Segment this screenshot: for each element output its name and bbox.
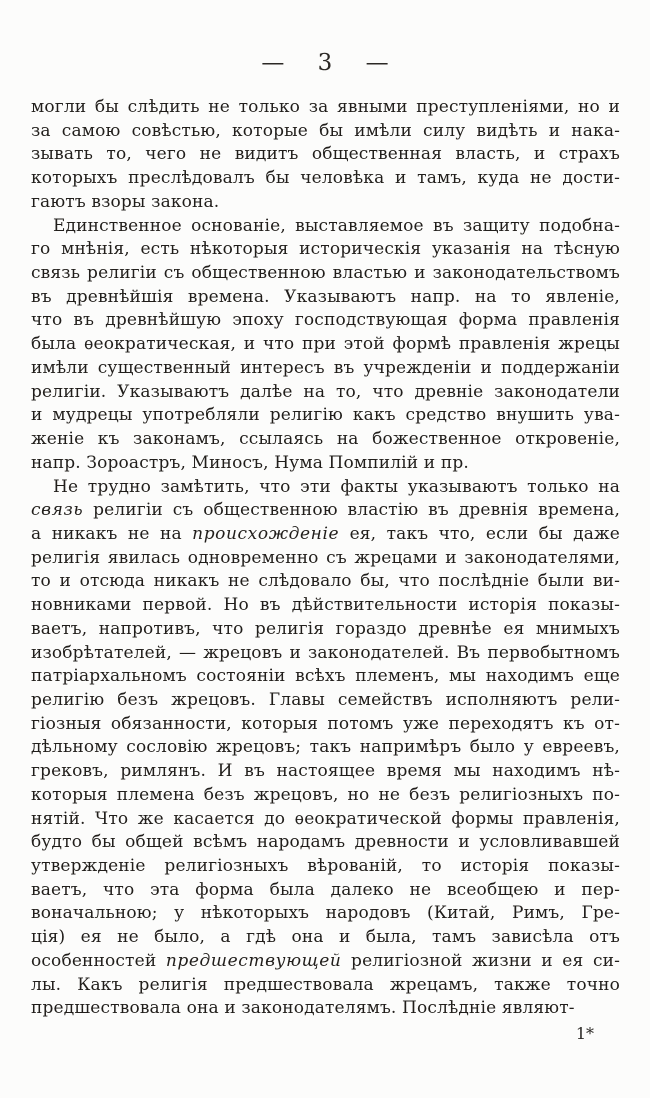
page-number-header: — 3 — bbox=[261, 50, 389, 76]
text-line: ваетъ, что эта форма была далеко не всеобщею и пер- bbox=[31, 879, 620, 900]
text-line: религію безъ жрецовъ. Главы семействъ исполняютъ рели- bbox=[31, 689, 620, 710]
text-line: особенностей предшествующей религіозной жизни и ея си- bbox=[31, 950, 620, 971]
text-line: грековъ, римлянъ. И въ настоящее время мы находимъ нѣ- bbox=[31, 761, 620, 782]
text-line: утвержденіе религіозныхъ вѣрованій, то исторія показы- bbox=[31, 856, 620, 876]
text-line: была ѳеократическая, и что при этой формѣ правленія жрецы bbox=[31, 334, 620, 355]
text-line: зывать то, чего не видитъ общественная власть, и страхъ bbox=[31, 144, 620, 165]
text-line: лы. Какъ религія предшествовала жрецамъ, также точно bbox=[31, 974, 620, 995]
text-line: имѣли существенный интересъ въ учрежденіи и поддержаніи bbox=[31, 357, 620, 378]
text-line: предшествовала она и законодателямъ. Послѣдніе являют- bbox=[31, 998, 575, 1019]
text-line: гіозныя обязанности, которыя потомъ уже переходятъ къ от- bbox=[31, 713, 620, 734]
text-line: что въ древнѣйшую эпоху господствующая форма правленія bbox=[31, 310, 620, 331]
text-line: гаютъ взоры закона. bbox=[31, 191, 220, 212]
text-line: связь религіи съ общественною властію въ древнія времена, bbox=[31, 500, 620, 521]
italic-term: предшествующей bbox=[165, 950, 342, 971]
text-line: дѣльному сословію жрецовъ; такъ напримѣръ было у евреевъ, bbox=[31, 737, 620, 758]
text-line: которыя племена безъ жрецовъ, но не безъ религіозныхъ по- bbox=[31, 784, 620, 805]
italic-term: связь bbox=[31, 500, 84, 521]
paragraph bbox=[31, 215, 620, 476]
text-line: а никакъ не на происхожденіе ея, такъ что, если бы даже bbox=[31, 523, 620, 544]
text-line: Единственное основаніе, выставляемое въ защиту подобна- bbox=[53, 215, 620, 236]
text-line: нятій. Что же касается до ѳеократической формы правленія, bbox=[31, 808, 620, 829]
signature-mark: 1* bbox=[575, 1024, 594, 1043]
text-line: то и отсюда никакъ не слѣдовало бы, что послѣдніе были ви- bbox=[31, 571, 620, 592]
text-line: ція) ея не было, а гдѣ она и была, тамъ зависѣла отъ bbox=[31, 927, 620, 948]
text-line: воначальною; у нѣкоторыхъ народовъ (Китай, Римъ, Гре- bbox=[31, 903, 620, 924]
text-line: за самою совѣстью, которые бы имѣли силу видѣть и нака- bbox=[31, 120, 620, 141]
text-line: женіе къ законамъ, ссылаясь на божественное откровеніе, bbox=[31, 429, 620, 450]
paragraph bbox=[31, 96, 620, 215]
text-line: религіи. Указываютъ далѣе на то, что древніе законодатели bbox=[31, 381, 620, 402]
text-line: Не трудно замѣтить, что эти факты указываютъ только на bbox=[53, 476, 620, 497]
text-line: и мудрецы употребляли религію какъ средство внушить ува- bbox=[31, 405, 620, 426]
text-line: могли бы слѣдить не только за явными преступленіями, но и bbox=[31, 97, 620, 117]
text-line: религія явилась одновременно съ жрецами и законодателями, bbox=[31, 547, 620, 568]
text-line: патріархальномъ состояніи всѣхъ племенъ, мы находимъ еще bbox=[31, 666, 620, 687]
page-body bbox=[31, 96, 620, 1021]
text-line: связь религіи съ общественною властью и законодательствомъ bbox=[31, 263, 620, 284]
text-line: напр. Зороастръ, Миносъ, Нума Помпилій и пр. bbox=[31, 452, 469, 473]
italic-term: происхожденіе bbox=[192, 523, 340, 544]
text-line: изобрѣтателей, — жрецовъ и законодателей. Въ первобытномъ bbox=[31, 642, 620, 663]
paragraph bbox=[31, 476, 620, 1022]
text-line: въ древнѣйшія времена. Указываютъ напр. на то явленіе, bbox=[31, 286, 620, 307]
text-line: будто бы общей всѣмъ народамъ древности и условливавшей bbox=[31, 832, 620, 853]
text-line: ваетъ, напротивъ, что религія гораздо древнѣе ея мнимыхъ bbox=[31, 618, 620, 639]
text-line: которыхъ преслѣдовалъ бы человѣка и тамъ, куда не дости- bbox=[31, 168, 620, 189]
text-line: го мнѣнія, есть нѣкоторыя историческія указанія на тѣсную bbox=[31, 239, 620, 260]
text-line: новниками первой. Но въ дѣйствительности исторія показы- bbox=[31, 595, 620, 616]
